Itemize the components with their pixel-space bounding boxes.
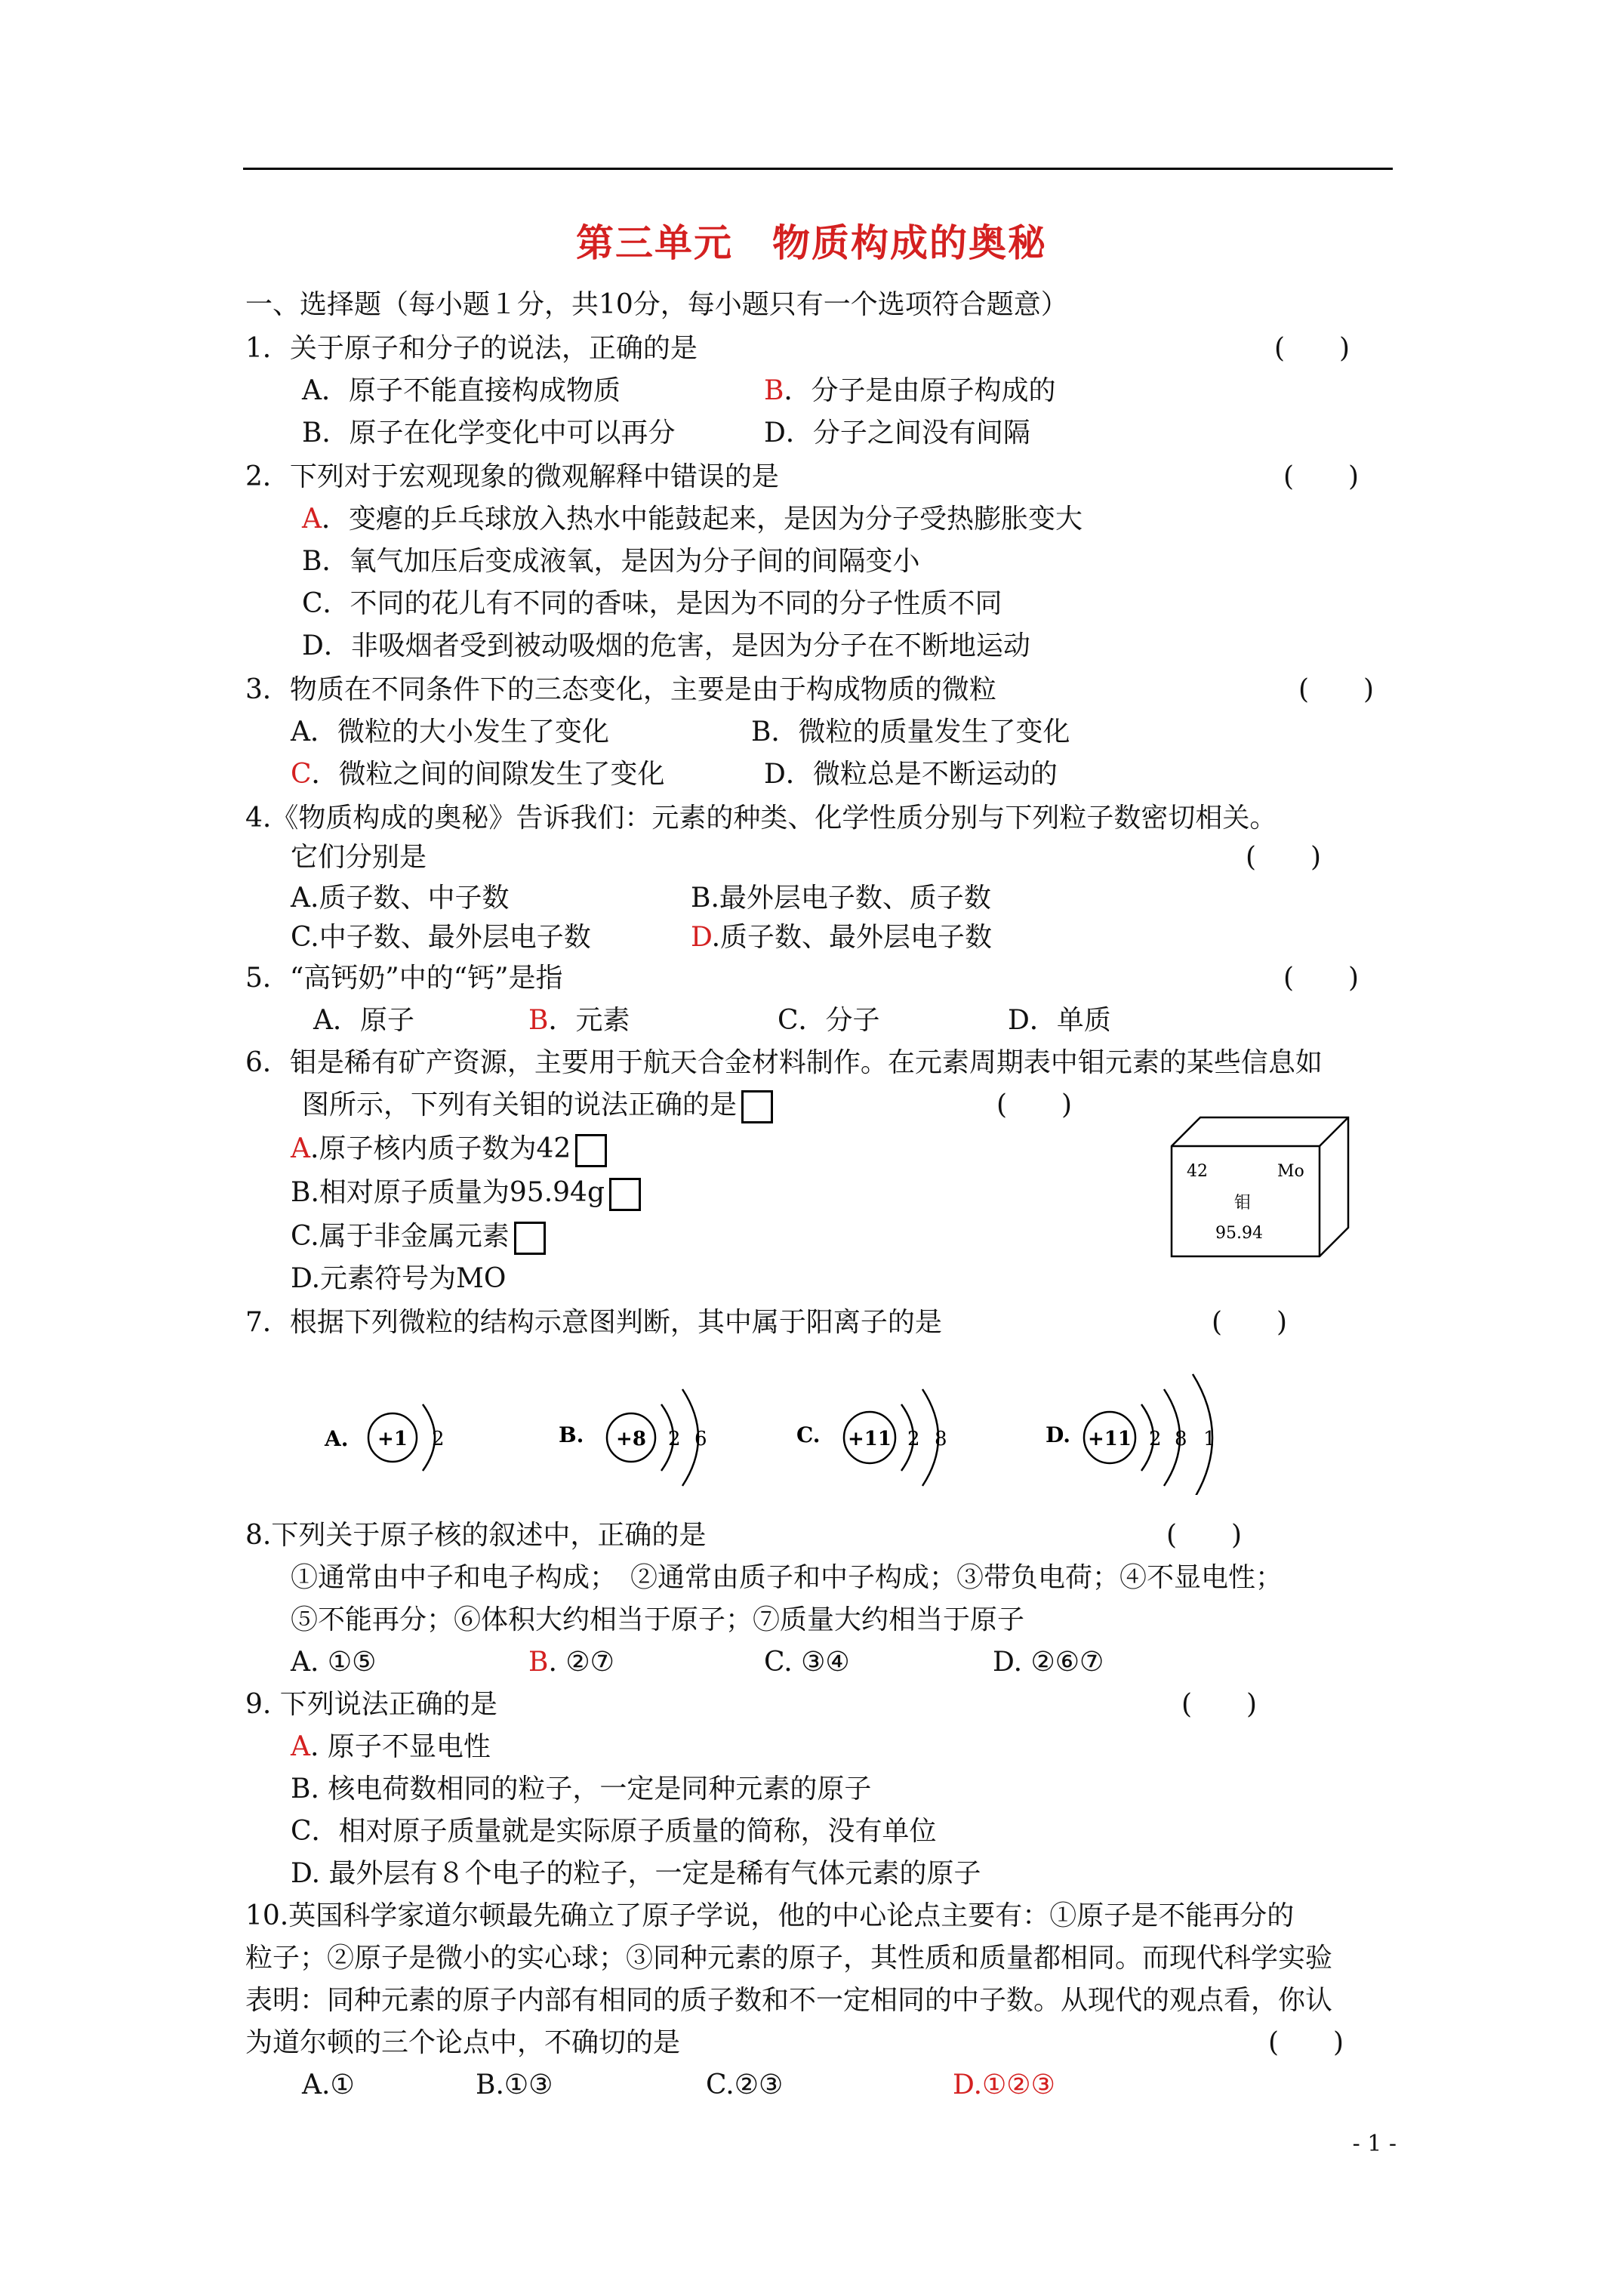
answer-letter: A (291, 1731, 310, 1762)
shell-electrons: 1 (1203, 1428, 1216, 1450)
diagram-d (1046, 1374, 1216, 1495)
q9-option-d: D. 最外层有８个电子的粒子，一定是稀有气体元素的原子 (291, 1858, 981, 1889)
q5-stem: 5．“高钙奶”中的“钙”是指 (245, 963, 563, 994)
q6-option-c: C.属于非金属元素 (291, 1219, 546, 1255)
q4-option-a: A.质子数、中子数 (291, 883, 510, 914)
answer-letter: D (953, 2069, 974, 2100)
header-rule (243, 168, 1393, 170)
nucleus-charge: +11 (1088, 1428, 1132, 1450)
page-title: 第三单元 物质构成的奥秘 (576, 221, 1047, 265)
section-heading: 一、选择题（每小题１分，共10分，每小题只有一个选项符合题意） (245, 289, 1068, 320)
q1-answer-blank: ( ) (1274, 333, 1350, 364)
element-cube-figure (1170, 1116, 1359, 1259)
q4-option-b: B.最外层电子数、质子数 (691, 883, 991, 914)
q2-stem: 2．下列对于宏观现象的微观解释中错误的是 (245, 461, 779, 492)
answer-box (514, 1222, 546, 1255)
answer-letter: B (764, 375, 784, 406)
element-mass: 95.94 (1215, 1224, 1263, 1243)
q5-option-c: C．分子 (778, 1005, 880, 1036)
q10-option-a: A.① (302, 2069, 355, 2100)
q4-option-d: D.质子数、最外层电子数 (691, 922, 993, 953)
q7-stem: 7．根据下列微粒的结构示意图判断，其中属于阳离子的是 (245, 1307, 942, 1338)
q4-answer-blank: ( ) (1246, 842, 1322, 873)
shell-electrons: 2 (907, 1428, 920, 1450)
answer-letter: A (291, 1133, 310, 1164)
q9-option-c: C．相对原子质量就是实际原子质量的简称，没有单位 (291, 1816, 937, 1847)
q9-option-b: B. 核电荷数相同的粒子，一定是同种元素的原子 (291, 1774, 872, 1804)
diagram-label: D. (1046, 1422, 1071, 1447)
q1-option-b: B．分子是由原子构成的 (764, 375, 1056, 406)
q3-option-d: D．微粒总是不断运动的 (764, 759, 1058, 790)
element-symbol: Mo (1277, 1162, 1304, 1181)
q8-answer-blank: ( ) (1166, 1520, 1243, 1551)
q8-option-c: C. ③④ (764, 1647, 850, 1678)
answer-box (575, 1134, 607, 1167)
nucleus-charge: +8 (616, 1428, 646, 1450)
q4-stem-line2: 它们分别是 (291, 842, 427, 873)
q9-answer-blank: ( ) (1181, 1689, 1258, 1720)
q5-option-b: B．元素 (528, 1005, 630, 1036)
shell-electrons: 8 (1175, 1428, 1187, 1450)
q2-option-d: D．非吸烟者受到被动吸烟的危害，是因为分子在不断地运动 (302, 630, 1030, 661)
q8-statements-line2: ⑤不能再分；⑥体积大约相当于原子；⑦质量大约相当于原子 (291, 1604, 1025, 1635)
q10-option-b: B.①③ (476, 2069, 553, 2100)
q1-stem: 1．关于原子和分子的说法，正确的是 (245, 333, 698, 364)
q10-option-c: C.②③ (706, 2069, 784, 2100)
q2-answer-blank: ( ) (1283, 461, 1360, 492)
diagram-a (324, 1404, 445, 1471)
q2-option-c: C．不同的花儿有不同的香味，是因为不同的分子性质不同 (302, 588, 1002, 619)
q3-stem: 3．物质在不同条件下的三态变化，主要是由于构成物质的微粒 (245, 674, 996, 705)
shell-electrons: 8 (935, 1428, 947, 1450)
answer-letter: B (528, 1647, 549, 1678)
q5-option-d: D．单质 (1008, 1005, 1111, 1036)
element-number: 42 (1187, 1162, 1208, 1181)
q10-answer-blank: ( ) (1268, 2027, 1344, 2058)
q10-stem-line3: 表明：同种元素的原子内部有相同的质子数和不一定相同的中子数。从现代的观点看，你认 (245, 1985, 1333, 2016)
q10-option-d: D.①②③ (953, 2069, 1055, 2100)
q8-statements-line1: ①通常由中子和电子构成； ②通常由质子和中子构成；③带负电荷；④不显电性； (291, 1562, 1283, 1593)
q6-stem-line2: 图所示，下列有关钼的说法正确的是 (302, 1087, 773, 1123)
q4-stem-line1: 4.《物质构成的奥秘》告诉我们：元素的种类、化学性质分别与下列粒子数密切相关。 (245, 803, 1277, 834)
q5-option-a: A．原子 (313, 1005, 414, 1036)
q6-option-d: D.元素符号为MO (291, 1263, 507, 1294)
answer-letter: C (291, 759, 312, 790)
q4-option-c: C.中子数、最外层电子数 (291, 922, 591, 953)
q2-option-b: B．氧气加压后变成液氧，是因为分子间的间隔变小 (302, 546, 920, 577)
diagram-label: C. (796, 1422, 821, 1447)
shell-electrons: 2 (432, 1428, 445, 1450)
q8-option-d: D. ②⑥⑦ (993, 1647, 1104, 1678)
q2-option-a: A．变瘪的乒乓球放入热水中能鼓起来，是因为分子受热膨胀变大 (302, 504, 1083, 535)
answer-box (741, 1090, 773, 1123)
q8-option-b: B. ②⑦ (528, 1647, 614, 1678)
diagram-b (559, 1389, 707, 1486)
q8-stem: 8.下列关于原子核的叙述中，正确的是 (245, 1520, 707, 1551)
answer-letter: B (528, 1005, 549, 1036)
q9-option-a: A. 原子不显电性 (291, 1731, 491, 1762)
shell-electrons: 6 (694, 1428, 707, 1450)
q7-answer-blank: ( ) (1212, 1307, 1288, 1338)
q3-option-c: C．微粒之间的间隙发生了变化 (291, 759, 665, 790)
answer-box (609, 1178, 641, 1211)
q5-answer-blank: ( ) (1283, 963, 1360, 994)
q9-stem: 9. 下列说法正确的是 (245, 1689, 497, 1720)
diagram-label: B. (559, 1422, 584, 1447)
q10-stem-line2: 粒子；②原子是微小的实心球；③同种元素的原子，其性质和质量都相同。而现代科学实验 (245, 1943, 1333, 1974)
diagram-label: A. (325, 1426, 349, 1451)
q3-answer-blank: ( ) (1298, 674, 1375, 705)
nucleus-charge: +11 (848, 1428, 892, 1450)
q6-option-b: B.相对原子质量为95.94g (291, 1175, 641, 1211)
answer-letter: A (302, 504, 322, 535)
shell-electrons: 2 (1149, 1428, 1162, 1450)
element-name: 钼 (1234, 1194, 1252, 1213)
q1-option-d: D．分子之间没有间隔 (764, 418, 1030, 448)
q10-stem-line4: 为道尔顿的三个论点中，不确切的是 (245, 2027, 681, 2058)
q1-option-a: A．原子不能直接构成物质 (302, 375, 621, 406)
q6-option-a: A.原子核内质子数为42 (291, 1131, 607, 1167)
q3-option-a: A．微粒的大小发生了变化 (291, 717, 609, 747)
q6-stem-line1: 6．钼是稀有矿产资源，主要用于航天合金材料制作。在元素周期表中钼元素的某些信息如 (245, 1047, 1323, 1078)
q8-option-a: A. ①⑤ (291, 1647, 377, 1678)
q3-option-b: B．微粒的质量发生了变化 (751, 717, 1070, 747)
answer-letter: D (691, 922, 712, 953)
q10-stem-line1: 10.英国科学家道尔顿最先确立了原子学说，他的中心论点主要有：①原子是不能再分的 (245, 1900, 1295, 1931)
q6-answer-blank: ( ) (996, 1089, 1073, 1120)
shell-electrons: 2 (668, 1428, 681, 1450)
diagram-c (796, 1389, 947, 1486)
page-number: - 1 - (1352, 2131, 1397, 2157)
nucleus-charge: +1 (377, 1428, 408, 1450)
atom-structure-diagrams (287, 1367, 1359, 1495)
q1-option-c: B．原子在化学变化中可以再分 (302, 418, 676, 448)
